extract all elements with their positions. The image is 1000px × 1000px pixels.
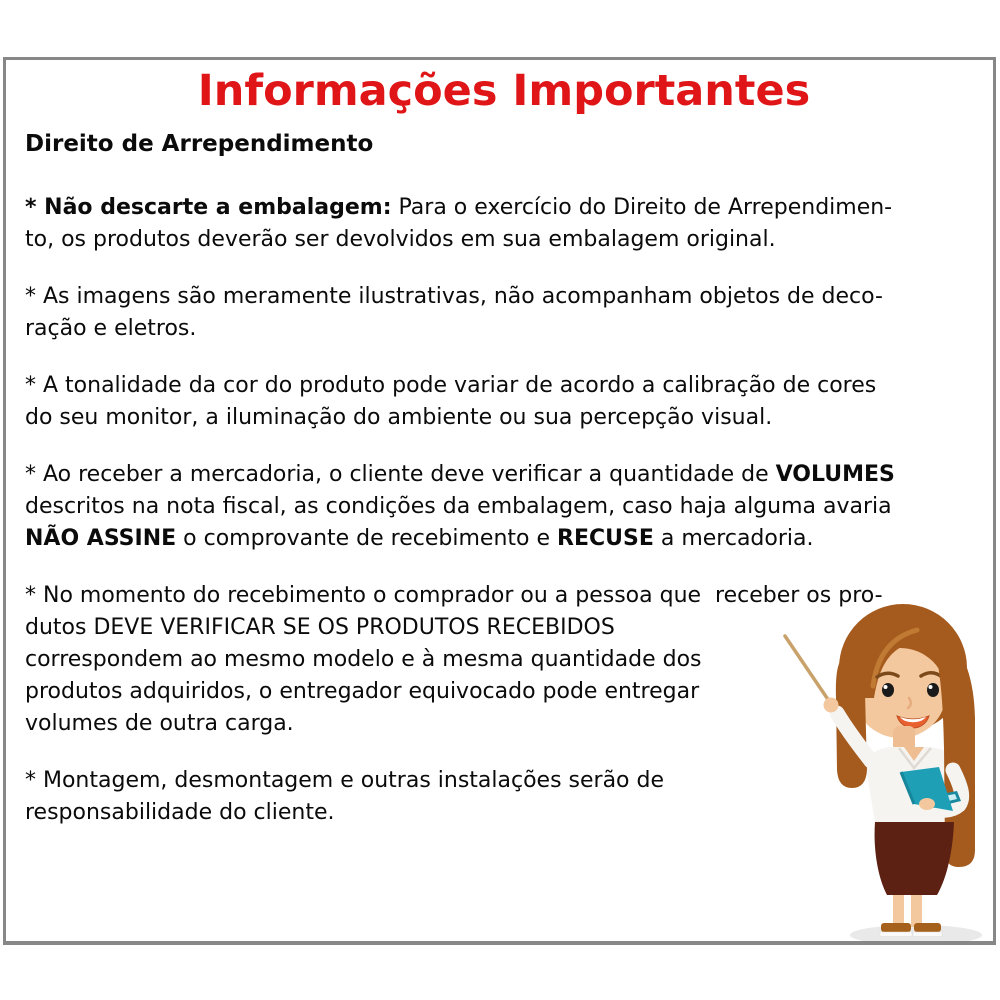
paragraph-line: descritos na nota fiscal, as condições da embalagem, caso haja alguma avaria xyxy=(25,493,892,519)
paragraph xyxy=(25,370,983,434)
left-sole xyxy=(880,932,912,937)
skirt xyxy=(875,822,954,895)
paragraph-line: * Ao receber a mercadoria, o cliente deve verificar a quantidade de VOLUMES xyxy=(25,461,895,487)
left-sandal xyxy=(881,923,911,932)
left-eye-highlight xyxy=(884,685,888,689)
right-eye-highlight xyxy=(929,685,933,689)
paragraph-line: * Não descarte a embalagem: Para o exercício do Direito de Arrependimen- xyxy=(25,194,893,220)
paragraph-line: * As imagens são meramente ilustrativas, não acompanham objetos de deco- xyxy=(25,283,883,309)
book-hand xyxy=(919,798,935,810)
raised-hand xyxy=(824,698,839,713)
section-heading: Direito de Arrependimento xyxy=(25,130,374,157)
paragraph xyxy=(25,459,983,555)
paragraph-line: * Montagem, desmontagem e outras instalações serão de xyxy=(25,767,665,793)
right-sandal xyxy=(914,923,941,932)
paragraph-line: dutos DEVE VERIFICAR SE OS PRODUTOS RECEBIDOS xyxy=(25,614,615,640)
pointer-stick xyxy=(785,636,829,701)
paragraph-line: responsabilidade do cliente. xyxy=(25,799,335,825)
paragraph-line: ração e eletros. xyxy=(25,315,197,341)
notice-frame xyxy=(3,57,996,945)
paragraph xyxy=(25,192,983,256)
paragraph-line: * A tonalidade da cor do produto pode variar de acordo a calibração de cores xyxy=(25,372,877,398)
right-leg xyxy=(911,895,922,927)
paragraph-line: correspondem ao mesmo modelo e à mesma quantidade dos xyxy=(25,646,702,672)
teacher-pointing-illustration xyxy=(781,598,996,945)
paragraph-line: * No momento do recebimento o comprador ou a pessoa que receber os pro- xyxy=(25,582,883,608)
paragraph-line: produtos adquiridos, o entregador equivocado pode entregar xyxy=(25,678,700,704)
right-sole xyxy=(913,932,942,937)
paragraph-line: do seu monitor, a iluminação do ambiente ou sua percepção visual. xyxy=(25,404,773,430)
paragraph-line: volumes de outra carga. xyxy=(25,710,294,736)
paragraph-line: NÃO ASSINE o comprovante de recebimento e RECUSE a mercadoria. xyxy=(25,525,814,551)
paragraph xyxy=(25,281,983,345)
right-eye xyxy=(927,683,939,697)
paragraph-line: to, os produtos deverão ser devolvidos em sua embalagem original. xyxy=(25,226,776,252)
left-eye xyxy=(882,683,894,697)
left-leg xyxy=(893,895,904,927)
page-title: Informações Importantes xyxy=(197,66,811,116)
